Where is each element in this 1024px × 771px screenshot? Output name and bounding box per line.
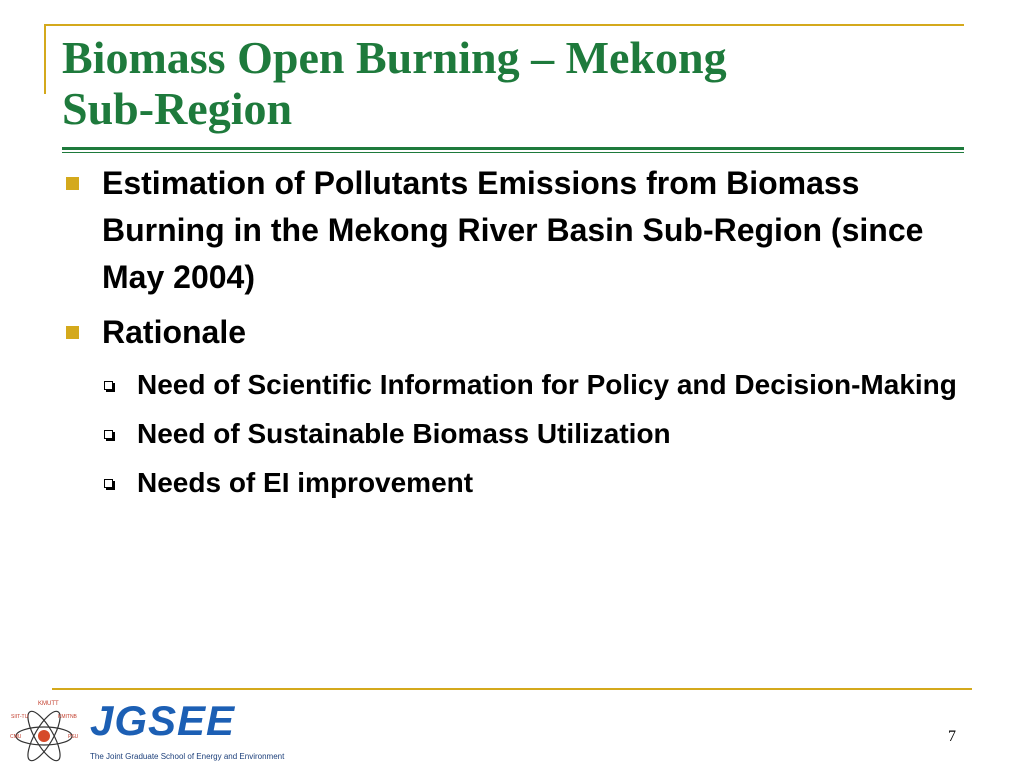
- checkbox-bullet-icon: [104, 430, 113, 439]
- frame-left-rule: [44, 24, 46, 94]
- emblem-label-siit-tu: SIIT-TU: [11, 714, 29, 720]
- checkbox-bullet-icon: [104, 479, 113, 488]
- title-underline-thick: [62, 147, 964, 150]
- bullet-text: Estimation of Pollutants Emissions from Biomass Burning in the Mekong River Basin Sub-Region (since May 2004): [102, 165, 924, 295]
- bullet-item-estimation: [62, 160, 962, 301]
- emblem-label-cmu: CMU: [10, 734, 22, 740]
- bullet-item-rationale: [62, 309, 962, 356]
- atom-emblem-icon: [8, 696, 86, 766]
- footer-rule: [52, 688, 972, 690]
- checkbox-bullet-icon: [104, 381, 113, 390]
- logo-subtitle: The Joint Graduate School of Energy and Environment: [90, 752, 285, 761]
- sub-bullet-text: Need of Scientific Information for Policy and Decision-Making: [137, 369, 957, 400]
- slide-title: [62, 32, 962, 134]
- sub-bullet-item-sustainable-biomass: [62, 413, 962, 454]
- bullet-text: Rationale: [102, 314, 247, 350]
- emblem-label-kmutt: KMUTT: [38, 701, 59, 707]
- slide-title-line-1: Biomass Open Burning – Mekong: [62, 32, 727, 83]
- sub-bullet-text: Need of Sustainable Biomass Utilization: [137, 418, 671, 449]
- slide-title-line-2: Sub-Region: [62, 83, 293, 134]
- emblem-label-kmitnb: KMITNB: [58, 714, 77, 720]
- sub-bullet-text: Needs of EI improvement: [137, 467, 474, 498]
- page-number: 7: [948, 728, 956, 745]
- logo-wordmark: JGSEE: [90, 697, 236, 744]
- slide-body: [62, 160, 962, 511]
- sub-bullet-item-ei-improvement: [62, 462, 962, 503]
- jgsee-logo: [8, 696, 285, 766]
- square-bullet-icon: [66, 177, 79, 190]
- emblem-label-psu: PSU: [68, 734, 79, 740]
- title-underline-thin: [62, 152, 964, 153]
- frame-top-rule: [44, 24, 964, 26]
- sub-bullet-item-scientific-information: [62, 364, 962, 405]
- square-bullet-icon: [66, 326, 79, 339]
